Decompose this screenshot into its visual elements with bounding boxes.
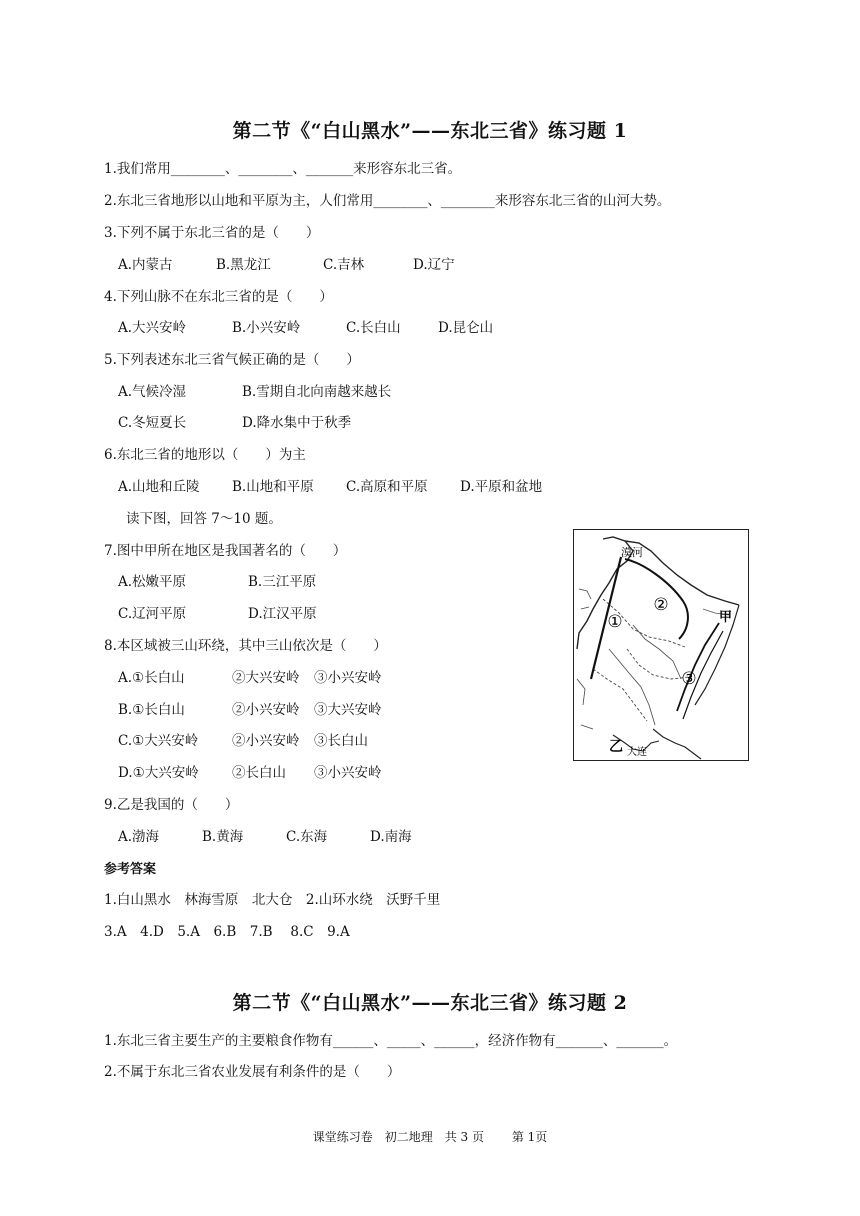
- northeast-map-figure: [573, 529, 749, 761]
- section2-question-1: 1.东北三省主要生产的主要粮食作物有______、_____、______，经济作物有_______、_______。: [104, 1033, 678, 1049]
- option: ③长白山: [314, 733, 368, 749]
- map-label-yi: 乙: [609, 739, 623, 755]
- question-8-option-b: [118, 701, 382, 719]
- question-7-options-row1: [118, 573, 316, 591]
- map-label-dalian: 大连: [627, 747, 647, 758]
- question-6-options: [118, 478, 542, 496]
- answer-line-1: 1.白山黑水 林海雪原 北大仓 2.山环水绕 沃野千里: [104, 892, 441, 908]
- option: D.降水集中于秋季: [242, 415, 352, 431]
- option: A.松嫩平原: [118, 574, 187, 590]
- option: ③大兴安岭: [314, 702, 382, 718]
- section2-title: 第二节《“白山黑水”——东北三省》练习题 2: [232, 992, 628, 1014]
- map-intro: 读下图，回答 7～10 题。: [126, 511, 282, 527]
- option: C.冬短夏长: [118, 415, 187, 431]
- question-3: 3.下列不属于东北三省的是（ ）: [104, 225, 320, 241]
- option: C.辽河平原: [118, 606, 187, 622]
- option: D.南海: [370, 829, 412, 845]
- question-2: 2.东北三省地形以山地和平原为主，人们常用________、________来形容东北三省的山河大势。: [104, 193, 671, 209]
- option: ③小兴安岭: [314, 670, 382, 686]
- question-6: 6.东北三省的地形以（ ）为主: [104, 447, 306, 463]
- option: B.雪期自北向南越来越长: [242, 384, 392, 400]
- question-3-options: [118, 256, 455, 274]
- option: B.黑龙江: [216, 257, 271, 273]
- option: D.江汉平原: [248, 606, 317, 622]
- map-label-3: ③: [681, 669, 697, 689]
- option: A.渤海: [118, 829, 160, 845]
- question-8-option-c: [118, 732, 368, 750]
- question-8-option-a: [118, 669, 382, 687]
- section2-question-2: 2.不属于东北三省农业发展有利条件的是（ ）: [104, 1064, 401, 1080]
- question-1: 1.我们常用________、________、_______来形容东北三省。: [104, 161, 462, 177]
- option: B.①长白山: [118, 702, 185, 718]
- option: A.①长白山: [118, 670, 185, 686]
- option: C.吉林: [323, 257, 365, 273]
- option: D.昆仑山: [438, 320, 494, 336]
- question-8: 8.本区域被三山环绕，其中三山依次是（ ）: [104, 638, 387, 654]
- option: C.东海: [286, 829, 328, 845]
- option: ②小兴安岭: [232, 702, 300, 718]
- option: ②大兴安岭: [232, 670, 300, 686]
- question-5: 5.下列表述东北三省气候正确的是（ ）: [104, 352, 360, 368]
- option: D.①大兴安岭: [118, 765, 199, 781]
- option: B.小兴安岭: [232, 320, 301, 336]
- option: A.山地和丘陵: [118, 479, 200, 495]
- question-5-options-row2: [118, 414, 351, 432]
- question-8-option-d: [118, 764, 382, 782]
- question-7: 7.图中甲所在地区是我国著名的（ ）: [104, 543, 347, 559]
- option: D.辽宁: [413, 257, 455, 273]
- question-9: 9.乙是我国的（ ）: [104, 797, 239, 813]
- page-footer: 课堂练习卷 初二地理 共 3 页 第 1页: [312, 1130, 548, 1144]
- question-9-options: [118, 828, 412, 846]
- question-7-options-row2: [118, 605, 317, 623]
- question-4: 4.下列山脉不在东北三省的是（ ）: [104, 289, 333, 305]
- section1-title: 第二节《“白山黑水”——东北三省》练习题 1: [232, 120, 628, 142]
- option: ②小兴安岭: [232, 733, 300, 749]
- map-label-2: ②: [653, 595, 669, 615]
- map-label-mohe: 漠河: [621, 546, 643, 559]
- option: C.长白山: [346, 320, 401, 336]
- question-4-options: [118, 319, 493, 337]
- option: A.大兴安岭: [118, 320, 187, 336]
- option: B.三江平原: [248, 574, 317, 590]
- option: B.山地和平原: [232, 479, 314, 495]
- question-5-options-row1: [118, 383, 391, 401]
- map-label-1: ①: [607, 612, 623, 632]
- answer-heading: 参考答案: [104, 862, 157, 877]
- option: ②长白山: [232, 765, 286, 781]
- option: ③小兴安岭: [314, 765, 382, 781]
- option: A.气候冷湿: [118, 384, 187, 400]
- map-label-jia: 甲: [719, 610, 733, 625]
- option: C.①大兴安岭: [118, 733, 199, 749]
- option: B.黄海: [202, 829, 244, 845]
- option: C.高原和平原: [346, 479, 428, 495]
- option: D.平原和盆地: [460, 479, 543, 495]
- answer-line-2: 3.A 4.D 5.A 6.B 7.B 8.C 9.A: [104, 924, 350, 940]
- option: A.内蒙古: [118, 257, 173, 273]
